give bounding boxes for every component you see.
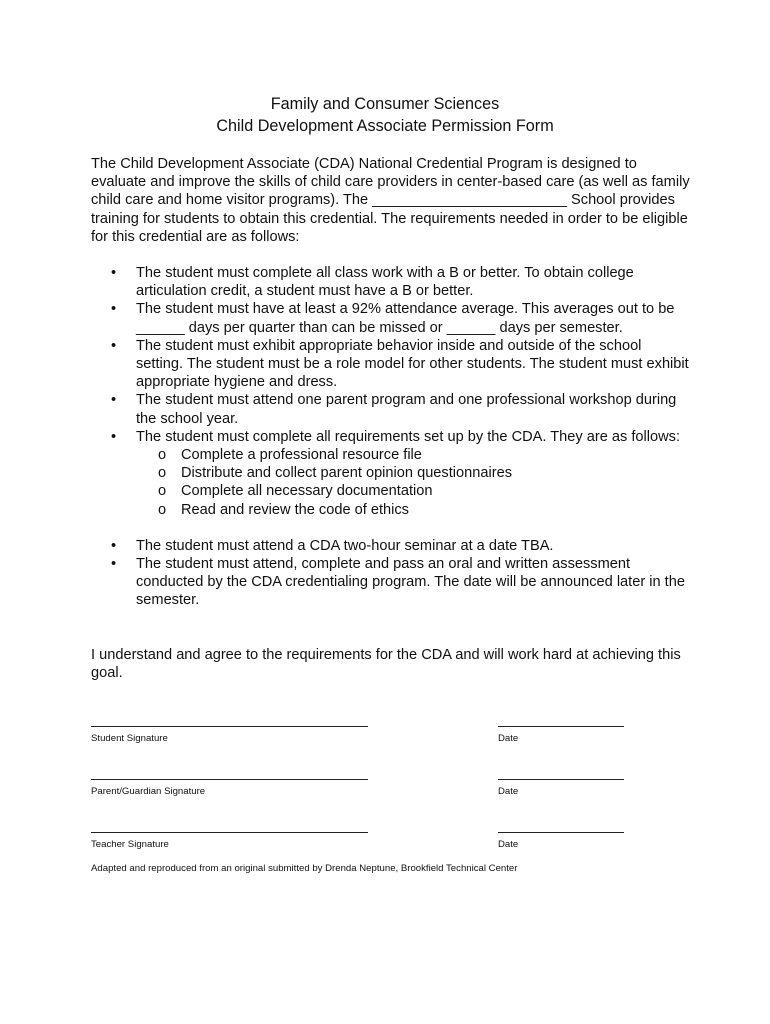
student-date-label: Date [498,733,519,744]
sub-requirement-text: Read and review the code of ethics [181,501,409,518]
agreement-statement: I understand and agree to the requirements for the CDA and will work hard at achieving this goal. [91,647,681,682]
requirement-item [91,391,691,427]
circle-bullet-icon: o [158,465,167,482]
bullet-icon: • [111,392,117,409]
requirement-item [91,555,691,610]
bullet-icon: • [111,556,117,573]
requirement-item [91,337,691,392]
title-block [0,93,770,137]
bullet-icon: • [111,428,117,445]
bullet-icon: • [111,537,117,554]
teacher-signature-field[interactable] [91,832,368,851]
parent-signature-label: Parent/Guardian Signature [91,786,206,797]
credit-note: Adapted and reproduced from an original submitted by Drenda Neptune, Brookfield Technical Center [91,863,518,874]
date-line [498,832,624,833]
requirement-text: The student must exhibit appropriate behavior inside and outside of the school setting. The student must be a role model for other students. The student must exhibit appropriate hygiene and dress. [136,337,689,391]
student-signature-label: Student Signature [91,733,168,744]
teacher-date-label: Date [498,839,519,850]
sub-requirement-text: Complete all necessary documentation [181,483,433,500]
requirement-text: The student must attend one parent program and one professional workshop during the school year. [136,392,677,427]
requirement-item [91,300,691,336]
requirement-text: The student must attend a CDA two-hour seminar at a date TBA. [136,537,554,554]
requirement-item [91,428,691,519]
circle-bullet-icon: o [158,483,167,500]
requirement-item [91,264,691,300]
requirements-section [91,264,691,610]
requirements-list [91,264,691,519]
signature-line [91,779,368,780]
teacher-date-field[interactable] [498,832,624,851]
student-signature-field[interactable] [91,726,368,745]
student-date-field[interactable] [498,726,624,745]
sub-requirement-item [136,464,691,482]
sub-requirement-item [136,482,691,500]
requirement-item [91,537,691,555]
parent-signature-field[interactable] [91,779,368,798]
title-line-1: Family and Consumer Sciences [270,95,500,113]
sub-requirement-item [136,446,691,464]
parent-date-label: Date [498,786,519,797]
parent-date-field[interactable] [498,779,624,798]
title-line-2: Child Development Associate Permission Form [216,117,554,135]
sub-requirement-item [136,501,691,519]
teacher-signature-label: Teacher Signature [91,839,169,850]
signature-line [91,832,368,833]
sub-requirements-list [136,446,691,519]
date-line [498,726,624,727]
bullet-icon: • [111,265,117,281]
signature-line [91,726,368,727]
circle-bullet-icon: o [158,447,167,464]
bullet-icon: • [111,337,117,354]
date-line [498,779,624,780]
intro-paragraph: The Child Development Associate (CDA) National Credential Program is designed to evaluate and improve the skills of child care providers in center-based care (as well as family child care and home visitor programs). The ________________________ School provides training for students to obtain this credential. The requirements needed in order to be eligible for this credential are as follows: [91,156,690,245]
sub-requirement-text: Distribute and collect parent opinion questionnaires [181,465,512,482]
requirement-text: The student must attend, complete and pass an oral and written assessment conducted by the CDA credentialing program. The date will be announced later in the semester. [136,556,685,609]
requirement-text: The student must complete all class work with a B or better. To obtain college articulation credit, a student must have a B or better. [136,265,634,300]
sub-requirement-text: Complete a professional resource file [181,447,422,464]
requirement-text: The student must complete all requirements set up by the CDA. They are as follows: [136,428,681,445]
requirements-list-continued [91,537,691,610]
bullet-icon: • [111,301,117,318]
requirement-text: The student must have at least a 92% attendance average. This averages out to be ______ days per quarter than can be missed or ______ days per semester. [136,301,675,336]
circle-bullet-icon: o [158,501,167,518]
